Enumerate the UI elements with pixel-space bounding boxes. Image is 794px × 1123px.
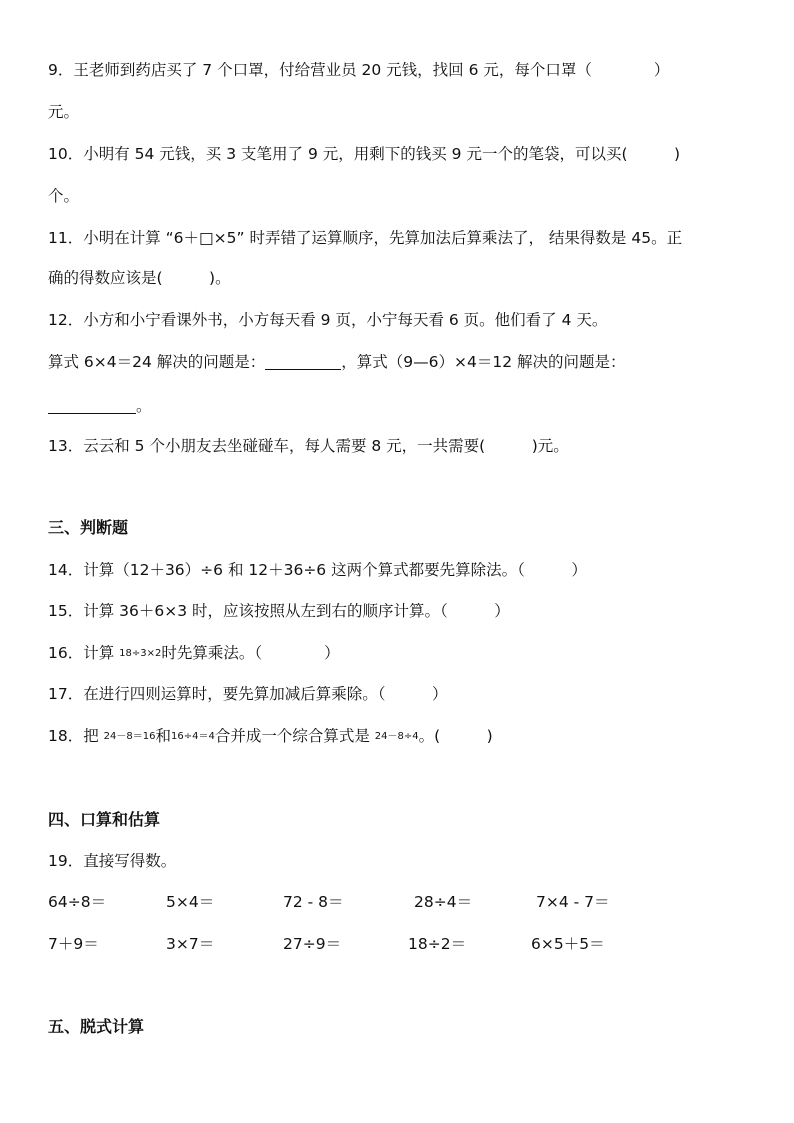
q10-line1: 10．小明有 54 元钱，买 3 支笔用了 9 元，用剩下的钱买 9 元一个的笔袋，可以买( )	[48, 145, 681, 163]
section-title-step-calculation: 五、脱式计算	[48, 1017, 145, 1036]
calc-item: 72 - 8＝	[283, 893, 344, 911]
section-title-judgment: 三、判断题	[48, 518, 129, 537]
calc-item: 27÷9＝	[283, 935, 342, 953]
calc-item: 3×7＝	[166, 935, 215, 953]
q19-title: 19．直接写得数。	[48, 852, 177, 870]
calc-item: 7＋9＝	[48, 935, 99, 953]
q14-line: 14．计算（12＋36）÷6 和 12＋36÷6 这两个算式都要先算除法。（ ）	[48, 561, 587, 579]
section-title-mental-math: 四、口算和估算	[48, 810, 161, 829]
calc-item: 7×4 - 7＝	[536, 893, 610, 911]
calc-item: 5×4＝	[166, 893, 215, 911]
calc-item: 6×5＋5＝	[531, 935, 605, 953]
calc-item: 28÷4＝	[414, 893, 473, 911]
q12-line2	[48, 352, 626, 372]
q16-expression: 18÷3×2	[119, 648, 162, 659]
q10-line2: 个。	[48, 187, 80, 205]
calc-item: 64÷8＝	[48, 893, 107, 911]
q16-text-b: 时先算乘法。（ ）	[161, 644, 340, 662]
q18-expression-3: 24－8÷4	[374, 731, 419, 742]
q9-line2: 元。	[48, 103, 80, 121]
q12-line1: 12．小方和小宁看课外书，小方每天看 9 页，小宁每天看 6 页。他们看了 4 天。	[48, 311, 608, 329]
q16-text-a: 16．计算	[48, 644, 120, 662]
q15-line: 15．计算 36＋6×3 时，应该按照从左到右的顺序计算。（ ）	[48, 602, 510, 620]
q12-answer-blank-1[interactable]	[265, 355, 341, 370]
q12-answer-blank-2[interactable]	[48, 399, 136, 414]
q17-line: 17．在进行四则运算时，要先算加减后算乘除。（ ）	[48, 685, 448, 703]
q16-line	[48, 643, 340, 664]
q12-line2-a: 算式 6×4＝24 解决的问题是：	[48, 353, 266, 371]
q18-text-d: 。( )	[418, 727, 493, 745]
q18-expression-1: 24－8＝16	[103, 731, 156, 742]
q12-line2-b: ，算式（9—6）×4＝12 解决的问题是：	[341, 353, 626, 371]
q12-line3-end: 。	[136, 397, 152, 415]
q18-text-b: 和	[155, 727, 171, 745]
q9-line1: 9．王老师到药店买了 7 个口罩，付给营业员 20 元钱，找回 6 元，每个口罩（ ）	[48, 61, 670, 79]
q18-expression-2: 16÷4＝4	[170, 731, 215, 742]
q18-text-a: 18．把	[48, 727, 104, 745]
q12-line3	[48, 396, 152, 416]
q18-line	[48, 726, 493, 747]
calc-item: 18÷2＝	[408, 935, 467, 953]
q11-line2: 确的得数应该是( )。	[48, 269, 231, 287]
q11-line1: 11．小明在计算 “6＋□×5” 时弄错了运算顺序，先算加法后算乘法了， 结果得数是 45。正	[48, 229, 683, 247]
q18-text-c: 合并成一个综合算式是	[214, 727, 375, 745]
q13-line1: 13．云云和 5 个小朋友去坐碰碰车，每人需要 8 元，一共需要( )元。	[48, 437, 569, 455]
